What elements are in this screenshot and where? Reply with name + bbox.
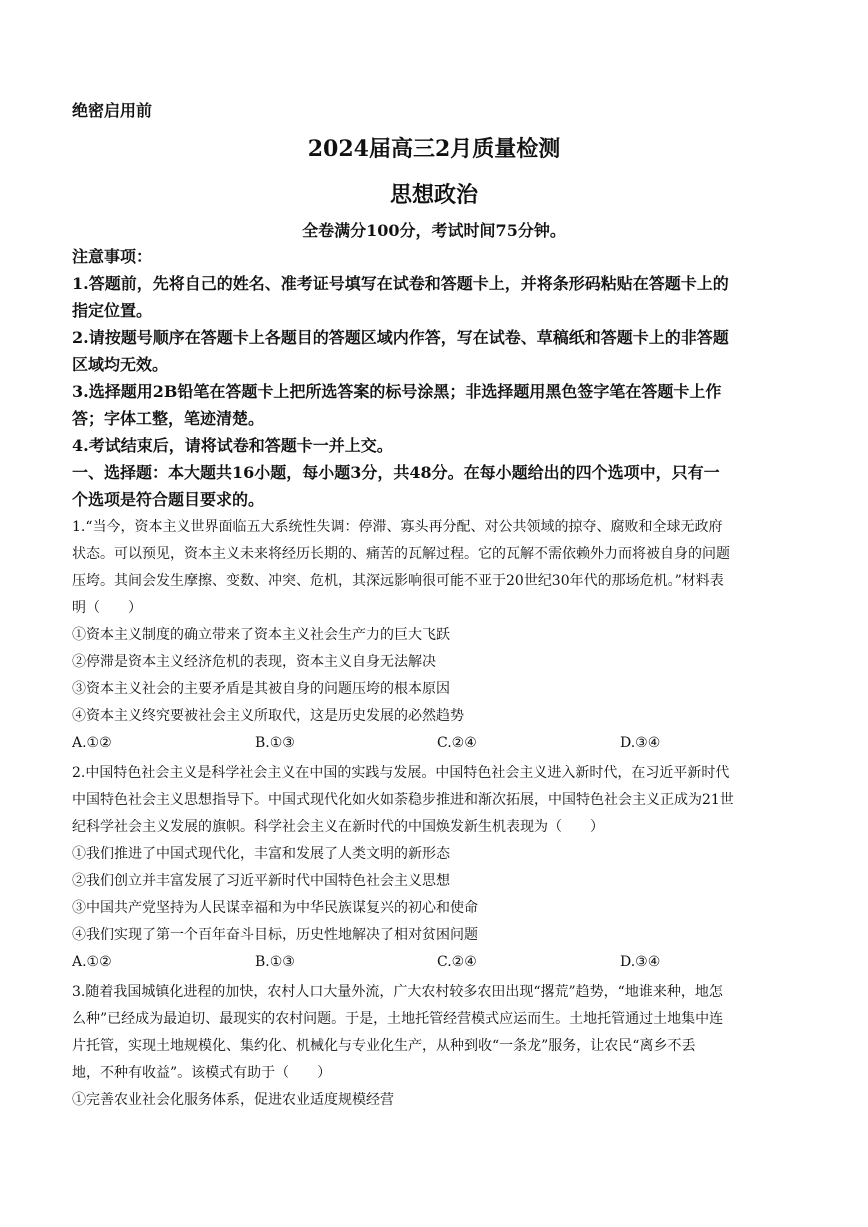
question-stem-line: 压垮。其间会发生摩擦、变数、冲突、危机，其深远影响很可能不亚于20世纪30年代的那场危机。”材料表 (72, 573, 724, 589)
option-a: A.①② (72, 954, 112, 970)
statement-item: ④我们实现了第一个百年奋斗目标，历史性地解决了相对贫困问题 (72, 927, 478, 943)
question-stem-line: 纪科学社会主义发展的旗帜。科学社会主义在新时代的中国焕发新生机表现为（ ） (72, 819, 604, 835)
option-c: C.②④ (437, 735, 477, 751)
statement-item: ③资本主义社会的主要矛盾是其被自身的问题压垮的根本原因 (72, 681, 450, 697)
notice-line: 4.考试结束后，请将试卷和答题卡一并上交。 (72, 436, 393, 455)
question-2 (72, 760, 802, 976)
question-stem-line: 2.中国特色社会主义是科学社会主义在中国的实践与发展。中国特色社会主义进入新时代，在习近平新时代 (72, 765, 730, 781)
statement-item: ②停滞是资本主义经济危机的表现，资本主义自身无法解决 (72, 654, 436, 670)
option-c: C.②④ (437, 954, 477, 970)
statement-item: ③中国共产党坚持为人民谋幸福和为中华民族谋复兴的初心和使命 (72, 900, 478, 916)
option-d: D.③④ (620, 954, 661, 970)
option-a: A.①② (72, 735, 112, 751)
subject-title: 思想政治 (389, 182, 478, 208)
question-stem-line: 地，不种有收益”。该模式有助于（ ） (72, 1065, 332, 1081)
question-stem-line: 状态。可以预见，资本主义未来将经历长期的、痛苦的瓦解过程。它的瓦解不需依赖外力而将被自身的问题 (72, 546, 730, 562)
notice-heading: 注意事项： (72, 247, 153, 266)
statement-item: ①我们推进了中国式现代化，丰富和发展了人类文明的新形态 (72, 846, 450, 862)
exam-title: 2024届高三2月质量检测 (307, 136, 561, 162)
question-stem-line: 明（ ） (72, 600, 142, 616)
notice-line: 1.答题前，先将自己的姓名、准考证号填写在试卷和答题卡上，并将条形码粘贴在答题卡上的 (72, 274, 729, 293)
option-d: D.③④ (620, 735, 661, 751)
notice-line: 指定位置。 (72, 301, 153, 320)
secret-label: 绝密启用前 (72, 101, 153, 120)
notice-line: 2.请按题号顺序在答题卡上各题目的答题区域内作答，写在试卷、草稿纸和答题卡上的非答题 (72, 328, 729, 347)
question-stem-line: 3.随着我国城镇化进程的加快，农村人口大量外流，广大农村较多农田出现“撂荒”趋势，“地谁来种，地怎 (72, 984, 723, 1000)
statement-item: ④资本主义终究要被社会主义所取代，这是历史发展的必然趋势 (72, 708, 464, 724)
section-heading: 一、选择题：本大题共16小题，每小题3分，共48分。在每小题给出的四个选项中，只有一 (72, 463, 720, 482)
statement-item: ②我们创立并丰富发展了习近平新时代中国特色社会主义思想 (72, 873, 450, 889)
notice-block (72, 243, 798, 513)
question-stem-line: 中国特色社会主义思想指导下。中国式现代化如火如荼稳步推进和渐次拓展，中国特色社会主义正成为21世 (72, 792, 734, 808)
question-1 (72, 514, 802, 757)
question-stem-line: 1.“当今，资本主义世界面临五大系统性失调：停滞、寡头再分配、对公共领域的掠夺、腐败和全球无政府 (72, 519, 723, 535)
section-heading: 个选项是符合题目要求的。 (72, 490, 265, 509)
question-3 (72, 979, 802, 1114)
answer-options (72, 730, 802, 757)
notice-line: 答；字体工整，笔迹清楚。 (72, 409, 265, 428)
statement-item: ①完善农业社会化服务体系，促进农业适度规模经营 (72, 1092, 394, 1108)
statement-item: ①资本主义制度的确立带来了资本主义社会生产力的巨大飞跃 (72, 627, 450, 643)
notice-line: 区域均无效。 (72, 355, 169, 374)
answer-options (72, 949, 802, 976)
notice-line: 3.选择题用2B铅笔在答题卡上把所选答案的标号涂黑；非选择题用黑色签字笔在答题卡上作 (72, 382, 722, 401)
question-stem-line: 片托管，实现土地规模化、集约化、机械化与专业化生产，从种到收“一条龙”服务，让农民“离乡不丢 (72, 1038, 696, 1054)
question-stem-line: 么种”已经成为最迫切、最现实的农村问题。于是，土地托管经营模式应运而生。土地托管通过土地集中连 (72, 1011, 724, 1027)
option-b: B.①③ (255, 735, 295, 751)
score-info: 全卷满分100分，考试时间75分钟。 (302, 221, 566, 240)
option-b: B.①③ (255, 954, 295, 970)
